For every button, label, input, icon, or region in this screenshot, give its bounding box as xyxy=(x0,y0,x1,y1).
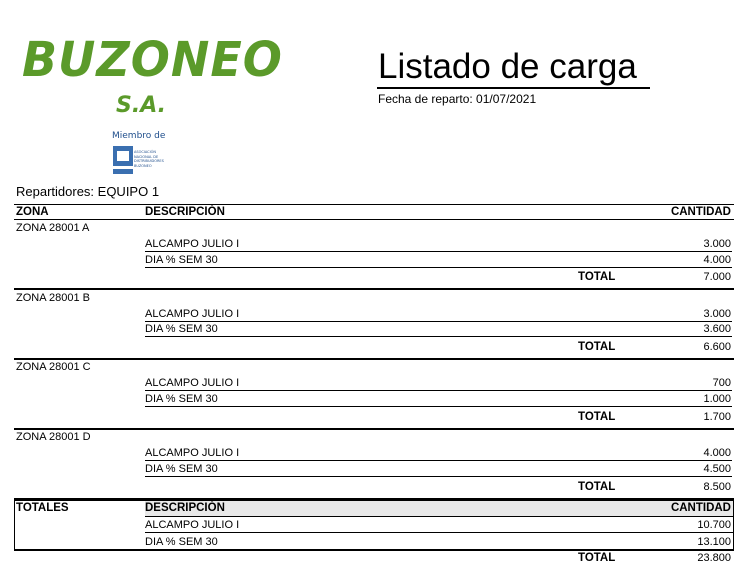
column-header-zona: ZONA xyxy=(16,206,49,218)
totales-right-border xyxy=(733,500,734,550)
totales-label: TOTALES xyxy=(16,502,69,514)
item-quantity: 3.000 xyxy=(703,308,731,320)
item-description: ALCAMPO JULIO I xyxy=(145,238,240,250)
zone-total-value: 8.500 xyxy=(703,481,731,493)
zone-name: ZONA 28001 A xyxy=(16,222,90,234)
member-label: Miembro de xyxy=(112,131,166,141)
item-quantity: 4.500 xyxy=(703,463,731,475)
company-logo: BUZONEO xyxy=(22,30,283,88)
header-top-rule xyxy=(14,204,734,205)
column-header-cantidad: CANTIDAD xyxy=(670,206,731,218)
page-title: Listado de carga xyxy=(378,47,637,86)
item-description: ALCAMPO JULIO I xyxy=(145,308,240,320)
item-description: DIA % SEM 30 xyxy=(145,323,218,335)
grand-total-value: 23.800 xyxy=(697,552,731,564)
totales-item-description: ALCAMPO JULIO I xyxy=(145,519,240,531)
row-rule xyxy=(145,336,732,337)
totales-item-description: DIA % SEM 30 xyxy=(145,536,218,548)
item-description: DIA % SEM 30 xyxy=(145,393,218,405)
item-quantity: 3.600 xyxy=(703,323,731,335)
item-quantity: 4.000 xyxy=(703,254,731,266)
zone-separator xyxy=(14,358,734,360)
row-rule xyxy=(145,390,732,391)
company-logo-suffix: S.A. xyxy=(116,93,166,118)
distributors-label: Repartidores: EQUIPO 1 xyxy=(16,184,160,199)
zone-name: ZONA 28001 B xyxy=(16,292,90,304)
grand-total-label: TOTAL xyxy=(578,552,616,564)
totales-left-border xyxy=(14,500,15,550)
header-bottom-rule xyxy=(14,219,734,220)
zone-total-label: TOTAL xyxy=(578,481,616,493)
item-description: ALCAMPO JULIO I xyxy=(145,377,240,389)
item-description: ALCAMPO JULIO I xyxy=(145,447,240,459)
zone-name: ZONA 28001 C xyxy=(16,361,91,373)
row-rule xyxy=(145,251,732,252)
zone-total-label: TOTAL xyxy=(578,271,616,283)
zone-total-label: TOTAL xyxy=(578,341,616,353)
row-rule xyxy=(145,516,734,517)
row-rule xyxy=(145,460,732,461)
totales-item-quantity: 10.700 xyxy=(697,519,731,531)
row-rule xyxy=(145,267,732,268)
item-quantity: 3.000 xyxy=(703,238,731,250)
totales-header-cantidad: CANTIDAD xyxy=(670,502,731,514)
item-description: DIA % SEM 30 xyxy=(145,254,218,266)
item-description: DIA % SEM 30 xyxy=(145,463,218,475)
zone-total-value: 1.700 xyxy=(703,411,731,423)
totales-item-quantity: 13.100 xyxy=(697,536,731,548)
zone-total-value: 6.600 xyxy=(703,341,731,353)
row-rule xyxy=(145,406,732,407)
zone-total-value: 7.000 xyxy=(703,271,731,283)
item-quantity: 4.000 xyxy=(703,447,731,459)
zone-total-label: TOTAL xyxy=(578,411,616,423)
association-logo-text: ASOCIACIÓN NACIONAL DE DISTRIBUIDORES BUZONEO xyxy=(134,150,164,168)
column-header-descripcion: DESCRIPCIÓN xyxy=(145,206,225,218)
title-underline xyxy=(377,87,650,89)
row-rule xyxy=(145,321,732,322)
row-rule xyxy=(145,476,732,477)
totales-header-descripcion: DESCRIPCIÓN xyxy=(145,502,225,514)
item-quantity: 700 xyxy=(712,377,731,389)
zone-separator xyxy=(14,288,734,290)
totales-bottom-rule xyxy=(14,549,734,551)
zone-name: ZONA 28001 D xyxy=(16,431,91,443)
item-quantity: 1.000 xyxy=(703,393,731,405)
row-rule xyxy=(145,532,734,533)
delivery-date: Fecha de reparto: 01/07/2021 xyxy=(378,92,537,106)
zone-separator xyxy=(14,428,734,430)
